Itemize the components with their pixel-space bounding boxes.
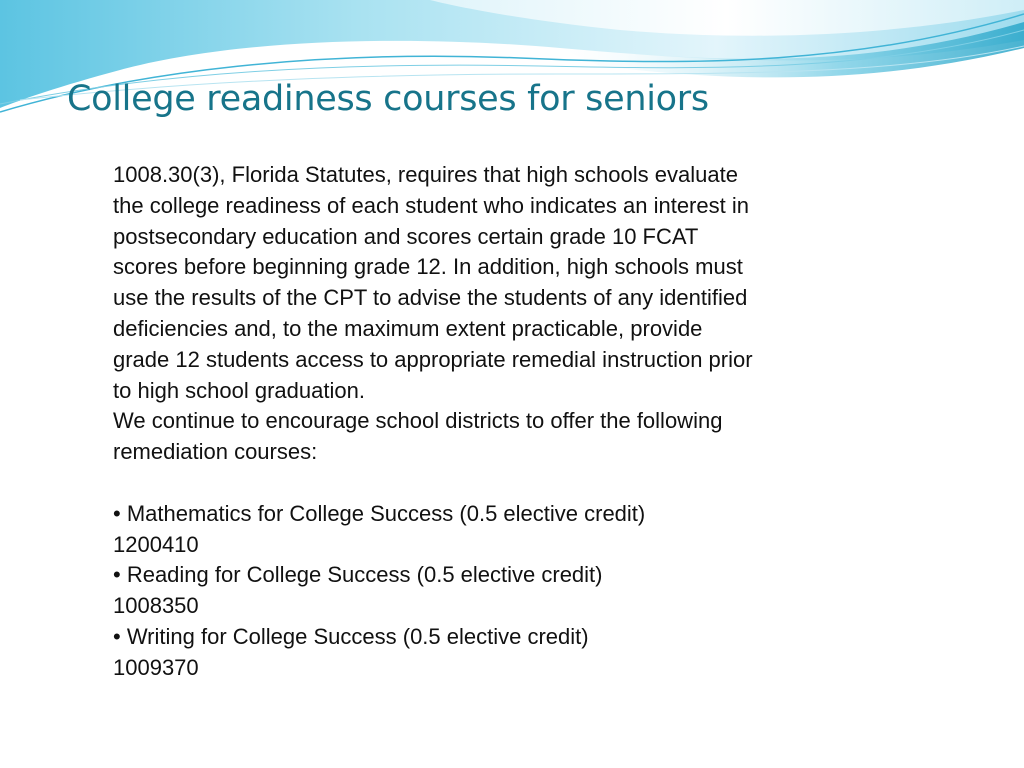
course-item xyxy=(113,622,753,684)
course-code: 1200410 xyxy=(113,531,199,557)
paragraph-spacer xyxy=(113,468,753,499)
course-item xyxy=(113,499,753,561)
body-paragraph-encourage: We continue to encourage school districts to offer the following remediation courses: xyxy=(113,408,723,465)
course-name: • Writing for College Success (0.5 elective credit) xyxy=(113,623,589,649)
course-name: • Mathematics for College Success (0.5 elective credit) xyxy=(113,500,646,526)
course-code: 1008350 xyxy=(113,593,199,619)
body-paragraph-statute: 1008.30(3), Florida Statutes, requires that high schools evaluate the college readiness of each student who indicates an interest in postsecondary education and scores certain grade 10 FCAT scores before beginning grade 12. In addition, high schools must use the results of the CPT to advise the students of any identified deficiencies and, to the maximum extent practicable, provide grade 12 students access to appropriate remedial instruction prior to high school graduation. xyxy=(113,162,753,403)
course-code: 1009370 xyxy=(113,654,199,680)
slide-body xyxy=(113,160,753,684)
slide-title: College readiness courses for seniors xyxy=(67,79,709,119)
course-item xyxy=(113,560,753,622)
course-name: • Reading for College Success (0.5 elective credit) xyxy=(113,562,603,588)
